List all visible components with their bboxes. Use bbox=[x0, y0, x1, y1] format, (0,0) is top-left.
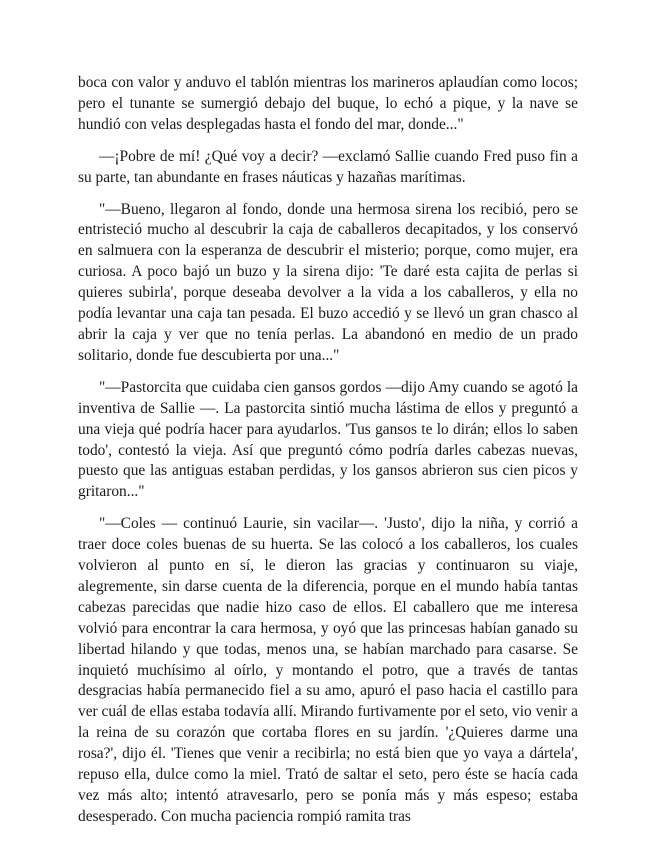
paragraph-5: "—Coles — continuó Laurie, sin vacilar—. 'Justo', dijo la niña, y corrió a traer doce coles buenas de su huerta. Se las colocó a los caballeros, los cuales volvieron al punto en sí, le dieron las gracias y continuaron su viaje, alegremente, sin darse cuenta de la diferencia, porque en el mundo había tantas cabezas parecidas que nadie hizo caso de ellos. El caballero que me interesa volvió para encontrar la cara hermosa, y oyó que las princesas habían ganado su libertad hilando y que todas, menos una, se habían marchado para casarse. Se inquietó muchísimo al oírlo, y montando el potro, que a través de tantas desgracias había permanecido fiel a su amo, apuró el paso hacia el castillo para ver cuál de ellas estaba todavía allí. Mirando furtivamente por el seto, vio venir a la reina de su corazón que cortaba flores en su jardín. '¿Quieres darme una rosa?', dijo él. 'Tienes que venir a recibirla; no está bien que yo vaya a dártela', repuso ella, dulce como la miel. Trató de saltar el seto, pero éste se hacía cada vez más alto; intentó atravesarlo, pero se ponía más y más espeso; estaba desesperado. Con mucha paciencia rompió ramita tras bbox=[78, 515, 578, 825]
page-body bbox=[78, 73, 578, 839]
paragraph-4: "—Pastorcita que cuidaba cien gansos gordos —dijo Amy cuando se agotó la inventiva de Sallie —. La pastorcita sintió mucha lástima de ellos y preguntó a una vieja qué podría hacer para ayudarlos. 'Tus gansos te lo dirán; ellos lo saben todo', contestó la vieja. Así que preguntó cómo podría darles cabezas nuevas, puesto que las antiguas estaban perdidas, y los gansos abrieron sus cien picos y gritaron..." bbox=[78, 378, 578, 501]
paragraph-2: —¡Pobre de mí! ¿Qué voy a decir? —exclamó Sallie cuando Fred puso fin a su parte, tan abundante en frases náuticas y hazañas marítimas. bbox=[78, 147, 578, 186]
paragraph-3: "—Bueno, llegaron al fondo, donde una hermosa sirena los recibió, pero se entristeció mucho al descubrir la caja de caballeros decapitados, y los conservó en salmuera con la esperanza de descubrir el misterio; porque, como mujer, era curiosa. A poco bajó un buzo y la sirena dijo: 'Te daré esta cajita de perlas si quieres subirla', porque deseaba devolver a la vida a los caballeros, y ella no podía levantar una caja tan pesada. El buzo accedió y se llevó un gran chasco al abrir la caja y ver que no tenía perlas. La abandonó en medio de un prado solitario, donde fue descubierta por una..." bbox=[78, 200, 578, 364]
paragraph-1: boca con valor y anduvo el tablón mientras los marineros aplaudían como locos; pero el tunante se sumergió debajo del buque, lo echó a pique, y la nave se hundió con velas desplegadas hasta el fondo del mar, donde..." bbox=[78, 74, 578, 133]
